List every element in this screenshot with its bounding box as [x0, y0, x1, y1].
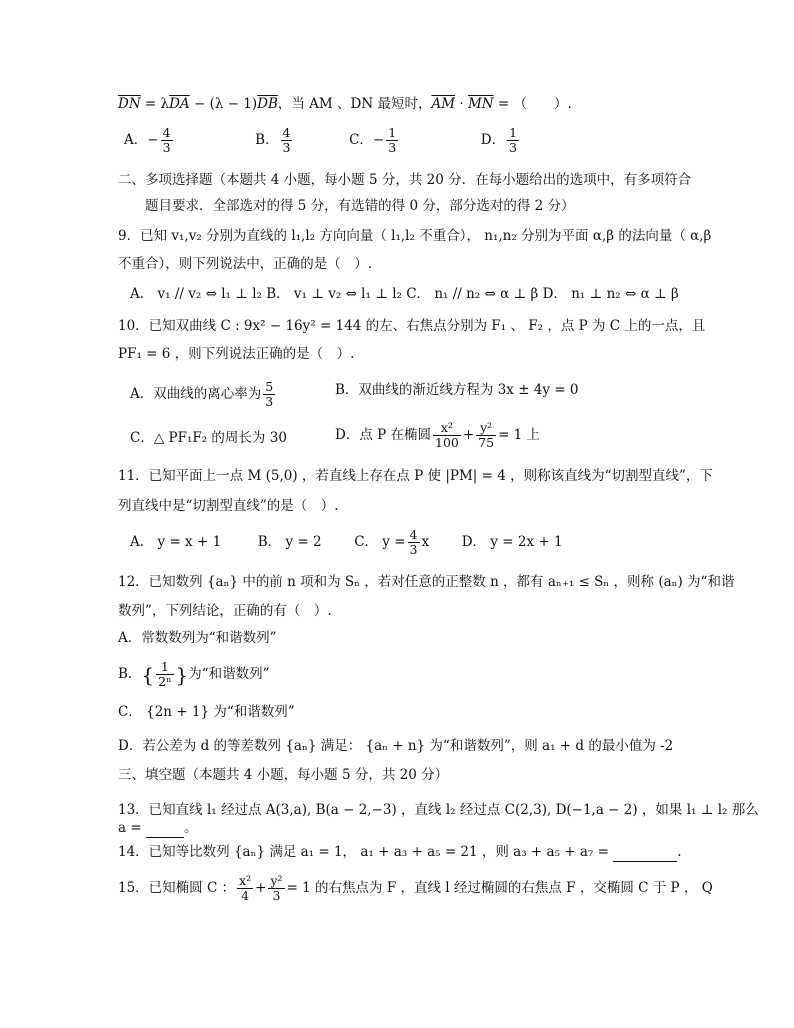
q15-stem: 15．已知椭圆 C ： $\frac{\text{x²}}{4}$ + $\frac{\text{y²}}{3}$ = 1 的右焦点为 F ，直线 l 经过椭圆的右焦点 F ，交椭圆 C 于 P ， Q — [118, 873, 713, 903]
q11-stem: 11．已知平面上一点 M (5,0) ，若直线上存在点 P 使 |PM| = 4 ，则称该直线为“切割型直线”，下 — [118, 468, 713, 484]
section2-heading-cont: 题目要求．全部选对的得 5 分，有选错的得 0 分，部分选对的得 2 分） — [145, 198, 575, 214]
q13-answer-blank[interactable] — [146, 823, 184, 838]
section2-heading: 二、多项选择题（本题共 4 小题，每小题 5 分，共 20 分．在每小题给出的选项中，有多项符合 — [118, 172, 692, 188]
q8-option-d: D． $\frac{1}{3}$ — [480, 125, 518, 155]
q11-options — [130, 528, 563, 557]
q8-options — [124, 126, 521, 155]
q10-stem: 10．已知双曲线 C : 9x² − 16y² = 144 的左、右焦点分别为 F₁ 、 F₂ ，点 P 为 C 上的一点，且 — [118, 318, 706, 334]
q10-option-b: B．双曲线的渐近线方程为 3x ± 4y = 0 — [335, 382, 579, 398]
q13-answer-line: a = 。 — [118, 820, 198, 836]
q8-option-b: B． $\frac{4}{3}$ — [255, 125, 291, 155]
q12-stem-cont: 数列”，下列结论，正确的有（ ）. — [118, 603, 332, 619]
q10-option-c: C．△ PF₁F₂ 的周长为 30 — [130, 430, 287, 446]
q13-stem: 13．已知直线 l₁ 经过点 A(3,a), B(a − 2,−3) ，直线 l₂ 经过点 C(2,3), D(−1,a − 2) ，如果 l₁ ⊥ l₂ 那么 — [118, 802, 759, 818]
q14-stem: 14．已知等比数列 {aₙ} 满足 a₁ = 1， a₁ + a₃ + a₅ = 21 ，则 a₃ + a₅ + a₇ = . — [118, 844, 682, 860]
q10-stem-cont: PF₁ = 6 ，则下列说法正确的是（ ）. — [118, 346, 355, 362]
q12-stem: 12．已知数列 {aₙ} 中的前 n 项和为 Sₙ ，若对任意的正整数 n ，都有 aₙ₊₁ ≤ Sₙ ，则称 (aₙ) 为“和谐 — [118, 574, 735, 590]
q10-option-d: D．点 P 在椭圆 $\frac{\text{x²}}{100}$ + $\frac{\text{y²}}{75}$ = 1 上 — [335, 420, 541, 450]
q9-stem-cont: 不重合），则下列说法中，正确的是（ ）. — [118, 256, 373, 272]
q8-option-a: A．− $\frac{4}{3}$ — [124, 125, 171, 155]
q9-options: A． v₁ // v₂ ⇔ l₁ ⊥ l₂ B． v₁ ⊥ v₂ ⇔ l₁ ⊥ l₂ C． n₁ // n₂ ⇔ α ⊥ β D． n₁ ⊥ n₂ ⇔ α ⊥ β — [130, 286, 679, 302]
q12-option-d: D．若公差为 d 的等差数列 {aₙ} 满足： {aₙ + n} 为“和谐数列”，则 a₁ + d 的最小值为 -2 — [118, 738, 674, 754]
q11-option-a: A． y = x + 1 — [130, 534, 222, 550]
q12-option-b: B．{ $\frac{1}{\text{2ⁿ}}$ }为“和谐数列” — [118, 659, 270, 689]
q9-stem: 9．已知 v₁,v₂ 分别为直线的 l₁,l₂ 方向向量（ l₁,l₂ 不重合）， n₁,n₂ 分别为平面 α,β 的法向量（ α,β — [118, 228, 712, 244]
q8-condition-line: $\overline{DN} = \lambda\overline{DA} - (\lambda - 1)\overline{DB}$，当 AM 、DN 最短时，$\overline{AM} \cdot \overline{MN}$ = （ ）. — [118, 96, 572, 112]
section3-heading: 三、填空题（本题共 4 小题，每小题 5 分，共 20 分） — [118, 767, 449, 783]
q11-option-c: C． y = $\frac{4}{3}$ x — [354, 527, 430, 557]
q11-stem-cont: 列直线中是“切割型直线”的是（ ）. — [118, 498, 339, 514]
q14-answer-blank[interactable] — [613, 847, 677, 862]
q11-option-d: D． y = 2x + 1 — [461, 534, 563, 550]
q11-option-b: B． y = 2 — [257, 534, 322, 550]
q10-option-a: A．双曲线的离心率为 $\frac{5}{3}$ — [130, 379, 274, 409]
q12-option-c: C． {2n + 1} 为“和谐数列” — [118, 704, 295, 720]
q8-option-c: C．− $\frac{1}{3}$ — [349, 125, 397, 155]
q12-option-a: A．常数数列为“和谐数列” — [118, 630, 277, 646]
